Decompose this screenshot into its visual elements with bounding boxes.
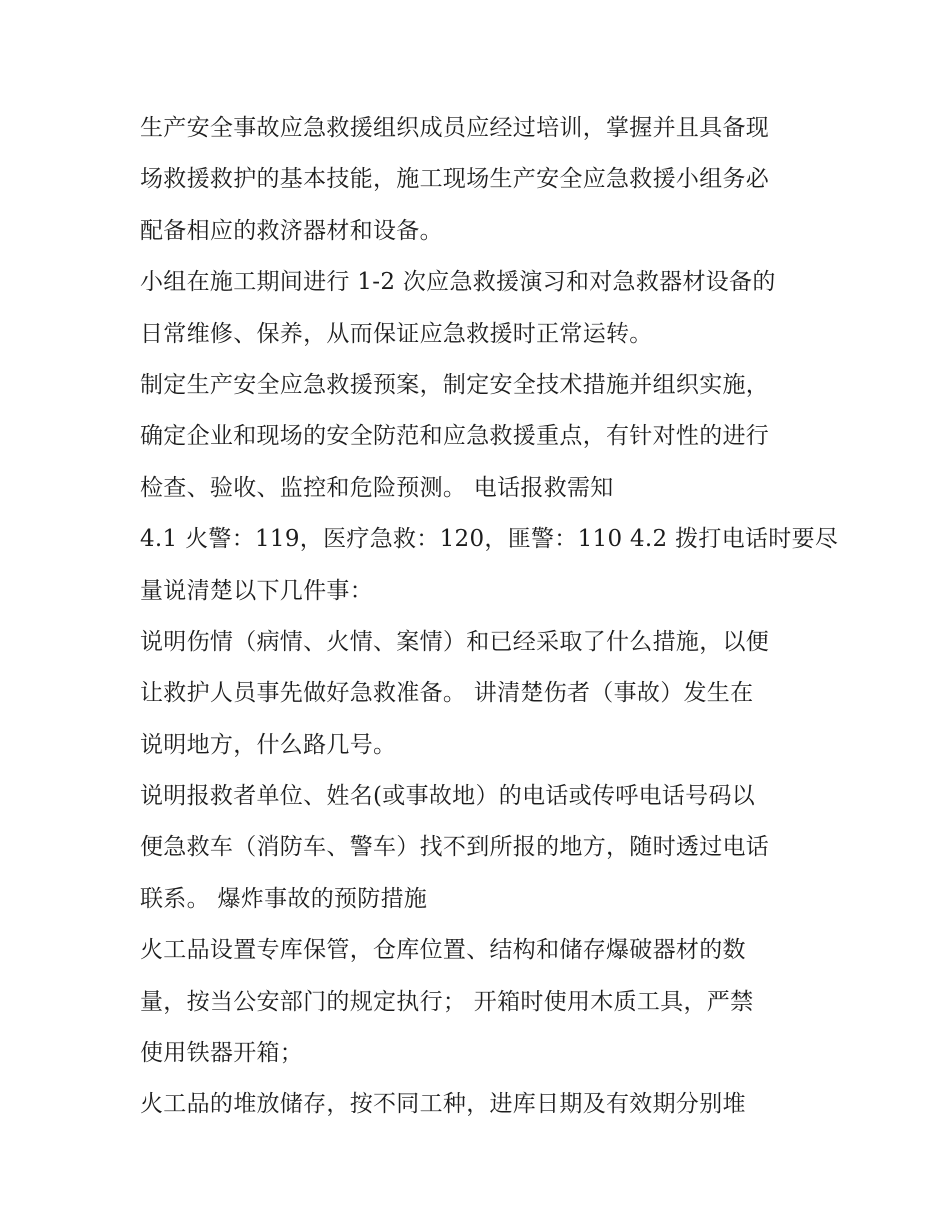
text-line: 说明地方，什么路几号。 — [140, 731, 397, 758]
text-line: 4.1 火警：119，医疗急救：120，匪警：110 4.2 拨打电话时要尽 — [140, 526, 839, 553]
text-line: 确定企业和现场的安全防范和应急救援重点，有针对性的进行 — [140, 423, 770, 450]
text-line: 量说清楚以下几件事： — [140, 577, 373, 604]
text-line: 配备相应的救济器材和设备。 — [140, 217, 443, 244]
document-body — [140, 103, 839, 1131]
text-line: 制定生产安全应急救援预案，制定安全技术措施并组织实施， — [140, 371, 770, 398]
text-line: 检查、验收、监控和危险预测。 电话报救需知 — [140, 474, 614, 501]
text-line: 便急救车（消防车、警车）找不到所报的地方，随时透过电话 — [140, 834, 770, 861]
text-line: 联系。 爆炸事故的预防措施 — [140, 885, 428, 912]
text-line: 火工品设置专库保管，仓库位置、结构和储存爆破器材的数 — [140, 937, 746, 964]
text-line: 让救护人员事先做好急救准备。 讲清楚伤者（事故）发生在 — [140, 680, 754, 707]
text-line: 日常维修、保养，从而保证应急救援时正常运转。 — [140, 320, 653, 347]
text-line: 说明报救者单位、姓名(或事故地）的电话或传呼电话号码以 — [140, 783, 756, 810]
text-line: 小组在施工期间进行 1-2 次应急救援演习和对急救器材设备的 — [140, 269, 776, 296]
text-line: 说明伤情（病情、火情、案情）和已经采取了什么措施，以便 — [140, 628, 770, 655]
text-line: 火工品的堆放储存，按不同工种，进库日期及有效期分别堆 — [140, 1091, 746, 1118]
text-line: 使用铁器开箱； — [140, 1040, 304, 1067]
text-line: 生产安全事故应急救援组织成员应经过培训，掌握并且具备现 — [140, 115, 770, 141]
text-line: 场救援救护的基本技能，施工现场生产安全应急救援小组务必 — [140, 166, 770, 193]
text-line: 量，按当公安部门的规定执行； 开箱时使用木质工具，严禁 — [140, 988, 754, 1015]
